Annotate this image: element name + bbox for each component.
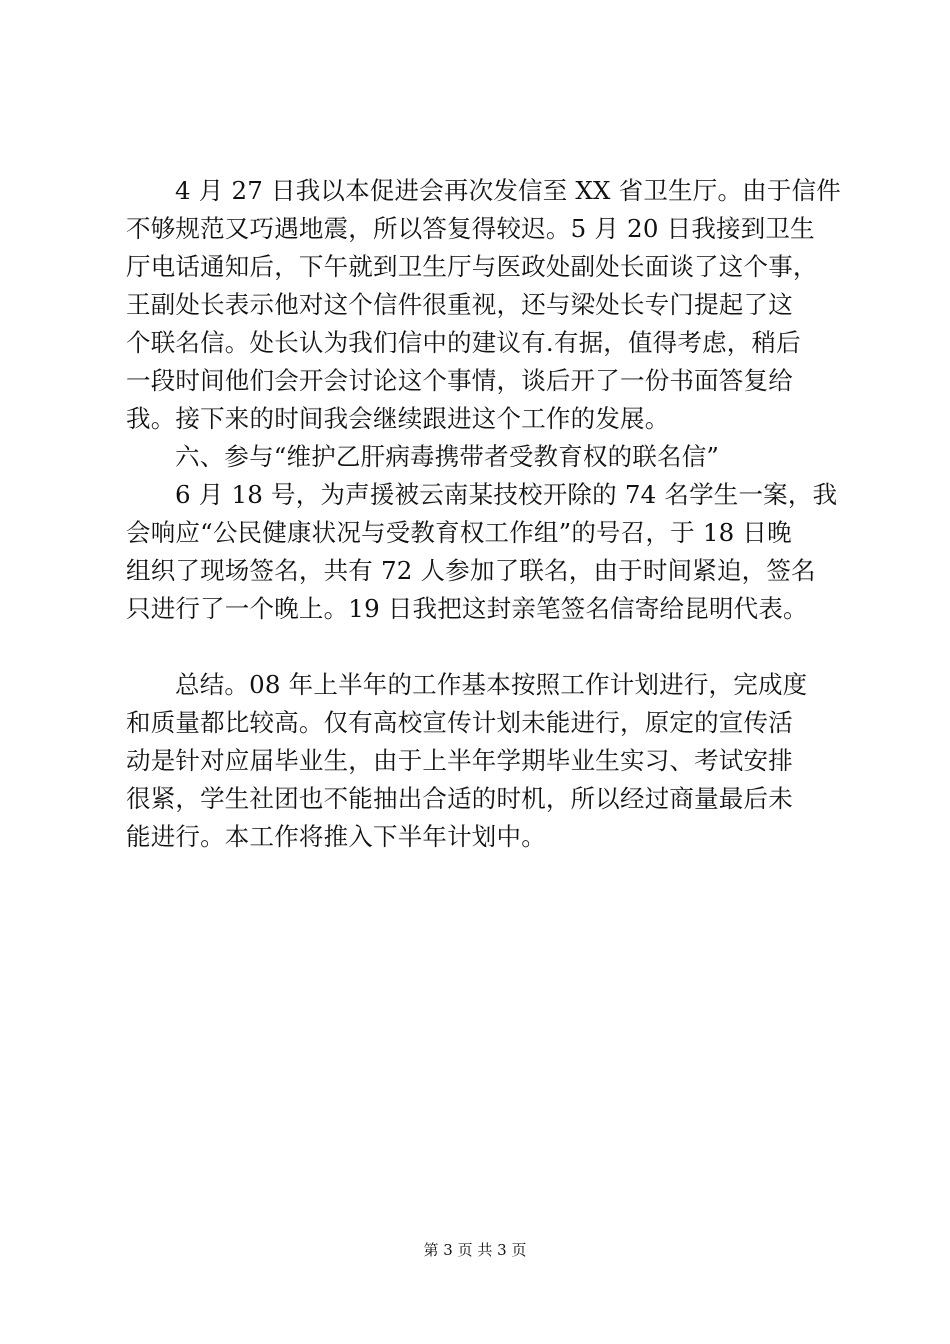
text-line: 会响应“公民健康状况与受教育权工作组”的号召，于 18 日晚 — [126, 518, 792, 547]
text-line: 很紧，学生社团也不能抽出合适的时机，所以经过商量最后未 — [126, 784, 793, 813]
text-line: 6 月 18 号，为声援被云南某技校开除的 74 名学生一案，我 — [175, 480, 838, 509]
text-line: 和质量都比较高。仅有高校宣传计划未能进行，原定的宣传活 — [126, 708, 793, 737]
paragraph-spacer — [126, 628, 836, 666]
text-line: 我。接下来的时间我会继续跟进这个工作的发展。 — [126, 404, 670, 433]
text-line: 动是针对应届毕业生，由于上半年学期毕业生实习、考试安排 — [126, 746, 793, 775]
text-line: 厅电话通知后，下午就到卫生厅与医政处副处长面谈了这个事， — [126, 252, 818, 281]
text-line: 4 月 27 日我以本促进会再次发信至 XX 省卫生厅。由于信件 — [175, 176, 841, 205]
page-number-footer: 第 3 页 共 3 页 — [423, 1241, 527, 1259]
text-line: 只进行了一个晚上。19 日我把这封亲笔签名信寄给昆明代表。 — [126, 594, 808, 623]
paragraph-summary — [126, 666, 836, 856]
section-heading: 六、参与“维护乙肝病毒携带者受教育权的联名信” — [175, 442, 720, 471]
paragraph-joint-signature — [126, 476, 836, 628]
text-line: 王副处长表示他对这个信件很重视，还与梁处长专门提起了这 — [126, 290, 793, 319]
paragraph-letter-to-health-department — [126, 172, 841, 438]
text-line: 组织了现场签名，共有 72 人参加了联名，由于时间紧迫，签名 — [126, 556, 816, 585]
document-body — [126, 172, 841, 856]
text-line: 不够规范又巧遇地震，所以答复得较迟。5 月 20 日我接到卫生 — [126, 214, 815, 243]
text-line: 能进行。本工作将推入下半年计划中。 — [126, 822, 546, 851]
text-line: 一段时间他们会开会讨论这个事情，谈后开了一份书面答复给 — [126, 366, 793, 395]
text-line: 总结。08 年上半年的工作基本按照工作计划进行，完成度 — [175, 670, 808, 699]
text-line: 个联名信。处长认为我们信中的建议有.有据，值得考虑，稍后 — [126, 328, 801, 357]
